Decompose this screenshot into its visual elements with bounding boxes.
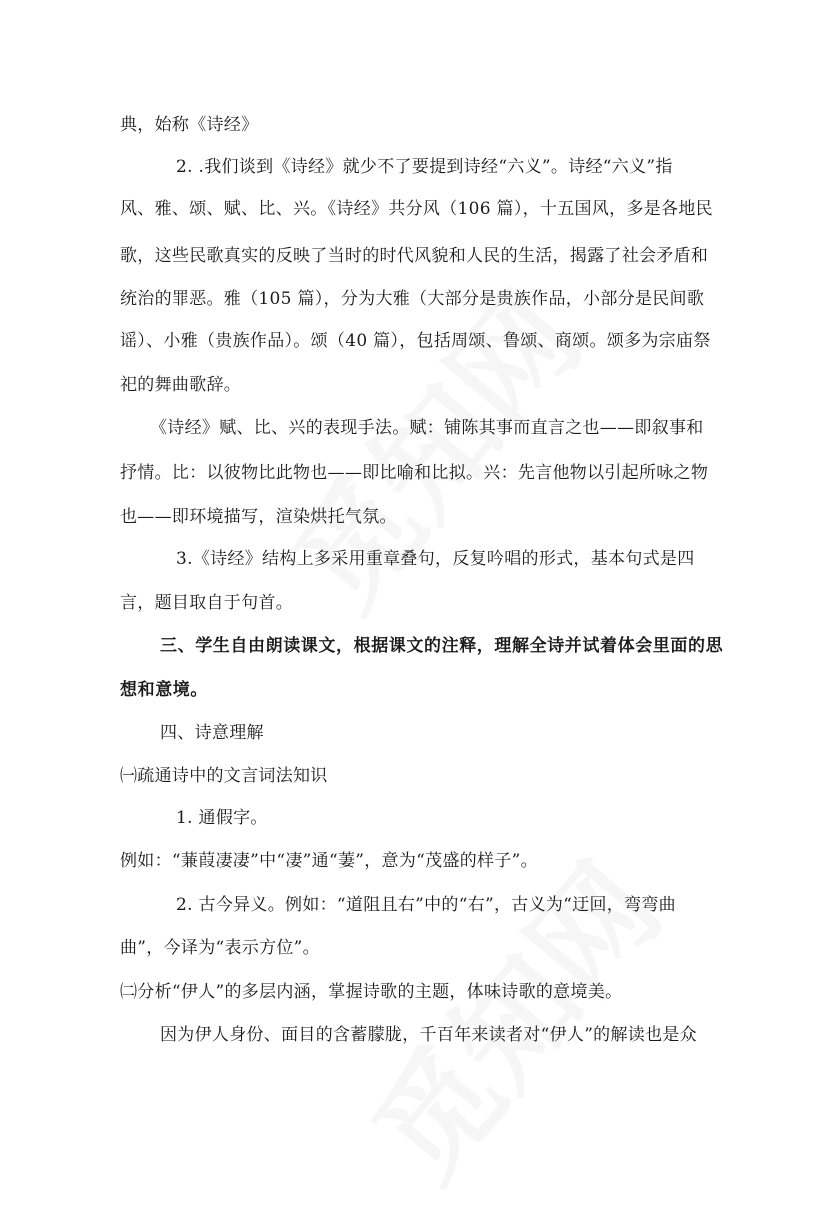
text-line: 谣）、小雅（贵族作品）。颂（40 篇），包括周颂、鲁颂、商颂。颂多为宗庙祭: [120, 331, 711, 351]
text-line: 抒情。比：以彼物比此物也——即比喻和比拟。兴：先言他物以引起所咏之物: [120, 463, 709, 483]
text-line: 2. .我们谈到《诗经》就少不了要提到诗经“六义”。诗经“六义”指: [176, 157, 673, 177]
watermark: [328, 823, 691, 1209]
section-heading: 想和意境。: [120, 680, 208, 700]
text-line: 歌，这些民歌真实的反映了当时的时代风貌和人民的生活，揭露了社会矛盾和: [120, 246, 709, 266]
text-line: 言，题目取自于句首。: [120, 593, 293, 613]
text-line: 《诗经》赋、比、兴的表现手法。赋：铺陈其事而直言之也——即叙事和: [150, 418, 704, 438]
text-line: 2. 古今异义。例如：“道阻且右”中的“右”，古义为“迂回，弯弯曲: [176, 895, 676, 915]
section-heading: 四、诗意理解: [160, 723, 264, 743]
text-line: 风、雅、颂、赋、比、兴。《诗经》共分风（106 篇），十五国风，多是各地民: [120, 199, 713, 219]
text-line: 典，始称《诗经》: [120, 115, 259, 135]
section-heading: 三、学生自由朗读课文，根据课文的注释，理解全诗并试着体会里面的思: [160, 636, 724, 656]
subsection-heading: ㈠疏通诗中的文言词法知识: [120, 766, 328, 786]
text-line: 例如：“蒹葭凄凄”中“凄”通“萋”，意为“茂盛的样子”。: [120, 851, 538, 871]
text-line: 祀的舞曲歌辞。: [120, 375, 242, 395]
text-line: 统治的罪恶。雅（105 篇），分为大雅（大部分是贵族作品，小部分是民间歌: [120, 289, 705, 309]
text-line: 3.《诗经》结构上多采用重章叠句，反复吟唱的形式，基本句式是四: [176, 549, 695, 569]
text-line: 因为伊人身份、面目的含蓄朦胧，千百年来读者对“伊人”的解读也是众: [160, 1025, 697, 1045]
text-line: 也——即环境描写，渲染烘托气氛。: [120, 507, 397, 527]
subsection-heading: ㈡分析“伊人”的多层内涵，掌握诗歌的主题，体味诗歌的意境美。: [120, 982, 623, 1002]
text-line: 曲”，今译为“表示方位”。: [120, 938, 320, 958]
text-line: 1. 通假字。: [176, 808, 268, 828]
